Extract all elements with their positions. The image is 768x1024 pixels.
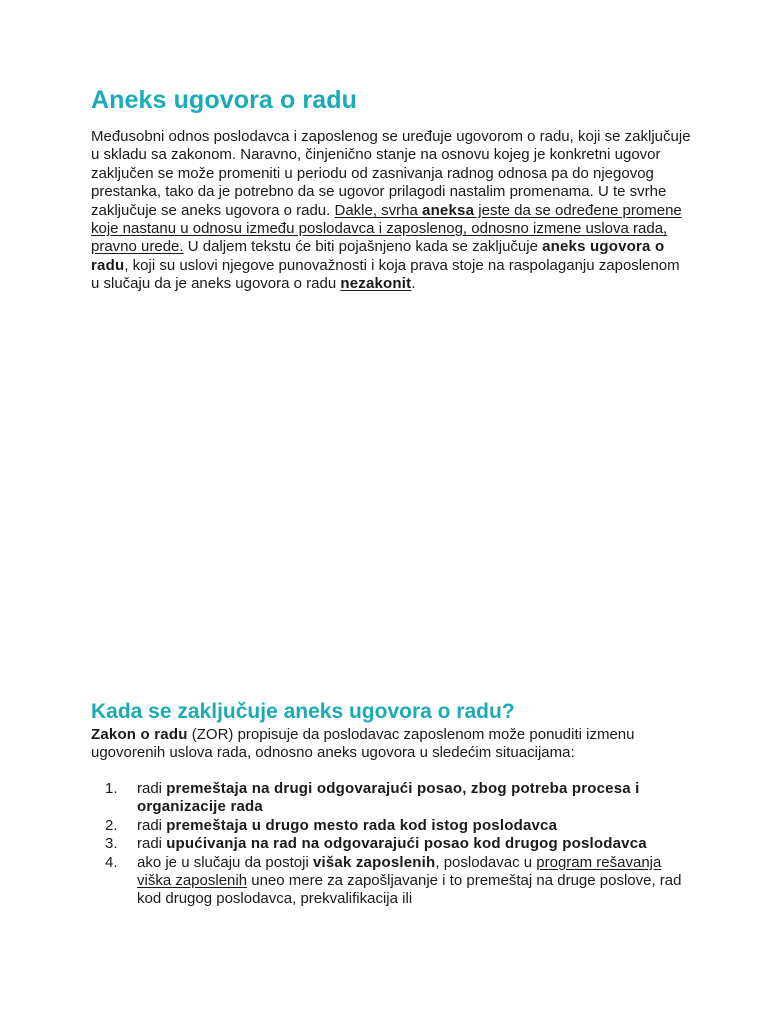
intro-text-2: U daljem tekstu će biti pojašnjeno kada se zaključuje — [183, 238, 543, 256]
list-item — [91, 835, 691, 853]
list-number: 3. — [105, 835, 118, 853]
section-paragraph — [91, 726, 691, 763]
list-text-post: uneo mere za zapošljavanje i to premeštaj na druge poslove, rad kod drugog poslodavca, prekvalifikacija ili — [137, 872, 682, 908]
intro-link-text-2: jeste da se određene promene koje nastanu u odnosu između poslodavca i zaposlenog, odnosno izmene uslova rada, pravno urede. — [91, 201, 682, 256]
nezakonit-link[interactable]: nezakonit — [340, 275, 412, 293]
list-text-mid: , poslodavac u — [435, 853, 537, 871]
intro-text-4: . — [411, 275, 416, 293]
situations-list — [91, 780, 691, 909]
intro-text: Međusobni odnos poslodavca i zaposlenog se uređuje ugovorom o radu, koji se zaključuje u skladu sa zakonom. Naravno, činjenično stanje na osnovu kojeg je konkretni ugovor zaključen se može promeniti u periodu od zasnivanja radnog odnosa pa do njegovog prestanka, tako da je potrebno da se ugovor prilagodi nastalim promenama. U te svrhe zaključuje se aneks ugovora o radu. — [91, 128, 691, 219]
list-text: ako je u slučaju da postoji — [137, 853, 313, 871]
list-number: 1. — [105, 780, 118, 797]
aneksa-bold: aneksa — [422, 201, 475, 219]
list-bold: premeštaja u drugo mesto rada kod istog poslodavca — [166, 816, 558, 834]
intro-link-text-1: Dakle, svrha — [334, 201, 423, 219]
list-bold: višak zaposlenih — [312, 853, 436, 871]
aneks-bold: aneks ugovora o radu — [91, 238, 665, 274]
list-text: radi — [137, 835, 167, 853]
list-item — [91, 817, 691, 835]
list-number: 2. — [105, 816, 118, 834]
list-text: radi — [137, 780, 167, 797]
section-text: (ZOR) propisuje da poslodavac zaposlenom može ponuditi izmenu ugovorenih uslova rada, odnosno aneks ugovora u sledećim situacijama: — [91, 726, 635, 762]
intro-paragraph — [91, 128, 691, 294]
intro-text-3: , koji su uslovi njegove punovažnosti i koja prava stoje na raspolaganju zaposlenom u slučaju da je aneks ugovora o radu — [91, 256, 680, 293]
list-item — [91, 854, 691, 909]
zakon-bold: Zakon o radu — [91, 726, 188, 743]
list-bold: upućivanja na rad na odgovarajući posao kod drugog poslodavca — [166, 835, 647, 853]
section-heading: Kada se zaključuje aneks ugovora o radu? — [91, 700, 515, 723]
list-number: 4. — [105, 853, 118, 871]
list-item — [91, 780, 691, 817]
program-link[interactable]: program rešavanja viška zaposlenih — [137, 853, 662, 890]
list-text: radi — [137, 816, 167, 834]
page-title: Aneks ugovora o radu — [91, 86, 357, 114]
list-bold: premeštaja na drugi odgovarajući posao, zbog potreba procesa i organizacije rada — [137, 780, 640, 816]
